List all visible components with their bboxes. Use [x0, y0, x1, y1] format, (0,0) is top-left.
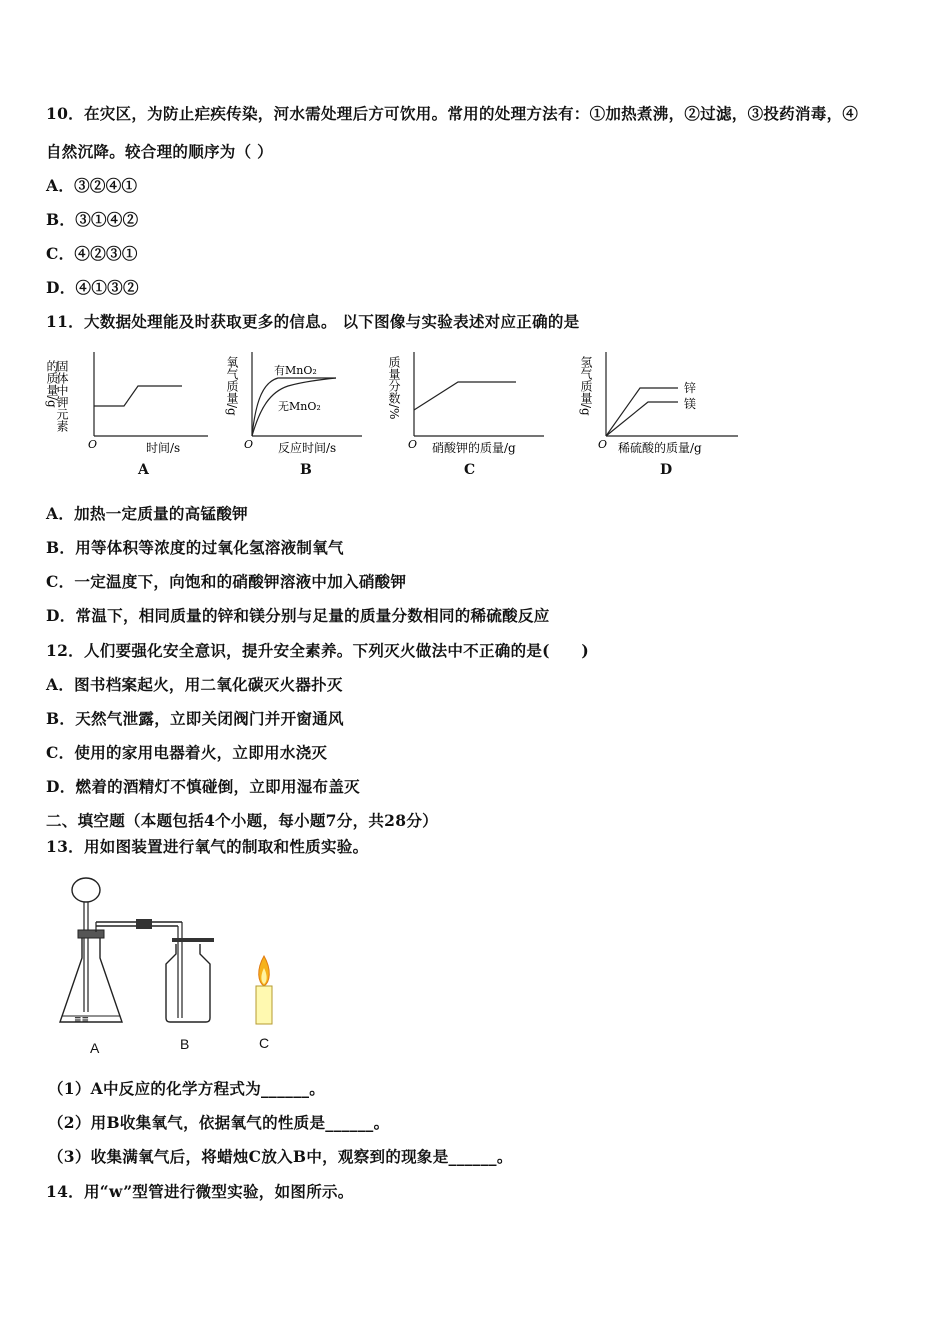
q12-option-a: A．图书档案起火，用二氧化碳灭火器扑灭 [46, 675, 343, 694]
q10-stem-line2: 自然沉降。较合理的顺序为（ ） [46, 142, 273, 161]
q14-stem: 14．用“w”型管进行微型实验，如图所示。 [46, 1182, 354, 1201]
q13-apparatus [52, 872, 292, 1062]
svg-text:≡≡: ≡≡ [74, 1015, 90, 1025]
q13-part-2: （2）用B收集氧气，依据氧气的性质是______。 [48, 1113, 390, 1132]
q10-option-a: A．③②④① [46, 176, 138, 195]
q10-stem-line1: 10．在灾区，为防止疟疾传染，河水需处理后方可饮用。常用的处理方法有：①加热煮沸，②过滤，③投药消毒，④ [46, 104, 859, 123]
graph-b-label-without: 无MnO₂ [278, 400, 321, 413]
q11-option-a: A．加热一定质量的高锰酸钾 [46, 504, 248, 523]
graph-a [45, 348, 210, 455]
q11-option-c: C．一定温度下，向饱和的硝酸钾溶液中加入硝酸钾 [46, 572, 407, 591]
apparatus-c-candle [256, 956, 272, 1024]
apparatus-label-a: A [90, 1040, 100, 1056]
q13-stem: 13．用如图装置进行氧气的制取和性质实验。 [46, 837, 369, 856]
apparatus-a-flask [60, 878, 182, 1025]
apparatus-label-b: B [180, 1036, 190, 1052]
apparatus-b-gas-jar [166, 938, 214, 1022]
graph-a-origin: O [88, 438, 98, 451]
graph-b-letter: B [300, 462, 312, 478]
graph-c-origin: O [408, 438, 418, 451]
apparatus-label-c: C [259, 1035, 270, 1051]
graph-a-curve [94, 386, 182, 406]
graph-d-origin: O [598, 438, 608, 451]
graph-d-curve-magnesium [606, 402, 678, 436]
graph-c-letter: C [464, 462, 476, 478]
graph-d-curve-zinc [606, 388, 678, 436]
graph-d [578, 348, 742, 455]
q12-option-c: C．使用的家用电器着火，立即用水浇灭 [46, 743, 328, 762]
q11-option-b: B．用等体积等浓度的过氧化氢溶液制氧气 [46, 538, 344, 557]
graph-c-xlabel: 硝酸钾的质量/g [432, 441, 516, 455]
graph-d-letter: D [660, 462, 673, 478]
graph-b-ylabel: 氧气质量/g [225, 356, 239, 416]
q13-part-1: （1）A中反应的化学方程式为______。 [48, 1079, 326, 1098]
graph-c [387, 348, 548, 455]
q10-option-c: C．④②③① [46, 244, 138, 263]
section-heading-fill-blank: 二、填空题（本题包括4个小题，每小题7分，共28分） [46, 811, 438, 830]
graph-a-xlabel: 时间/s [146, 441, 181, 455]
q12-option-b: B．天然气泄露，立即关闭阀门并开窗通风 [46, 709, 344, 728]
q10-option-b: B．③①④② [46, 210, 139, 229]
graph-a-ylabel-col2: 的质量/g [45, 360, 59, 408]
graph-c-curve [414, 382, 516, 410]
q10-option-d: D．④①③② [46, 278, 139, 297]
graph-b [225, 348, 366, 455]
graph-d-label-zinc: 锌 [684, 381, 697, 395]
graph-d-label-magnesium: 镁 [684, 397, 697, 411]
graph-b-origin: O [244, 438, 254, 451]
graph-d-xlabel: 稀硫酸的质量/g [618, 441, 702, 455]
q11-option-d: D．常温下，相同质量的锌和镁分别与足量的质量分数相同的稀硫酸反应 [46, 606, 550, 625]
q12-option-d: D．燃着的酒精灯不慎碰倒，立即用湿布盖灭 [46, 777, 360, 796]
graph-a-ylabel-col1: 固体中钾元素 [55, 360, 69, 432]
graph-c-ylabel: 质量分数/% [387, 356, 401, 420]
graph-b-label-with: 有MnO₂ [274, 364, 317, 377]
graph-d-ylabel: 氢气质量/g [579, 356, 593, 416]
graph-b-xlabel: 反应时间/s [278, 441, 337, 455]
q12-stem: 12．人们要强化安全意识，提升安全素养。下列灭火做法中不正确的是( ) [46, 641, 590, 660]
q13-part-3: （3）收集满氧气后，将蜡烛C放入B中，观察到的现象是______。 [48, 1147, 513, 1166]
q11-stem: 11．大数据处理能及时获取更多的信息。 以下图像与实验表述对应正确的是 [46, 312, 580, 331]
graph-a-letter: A [138, 462, 149, 478]
